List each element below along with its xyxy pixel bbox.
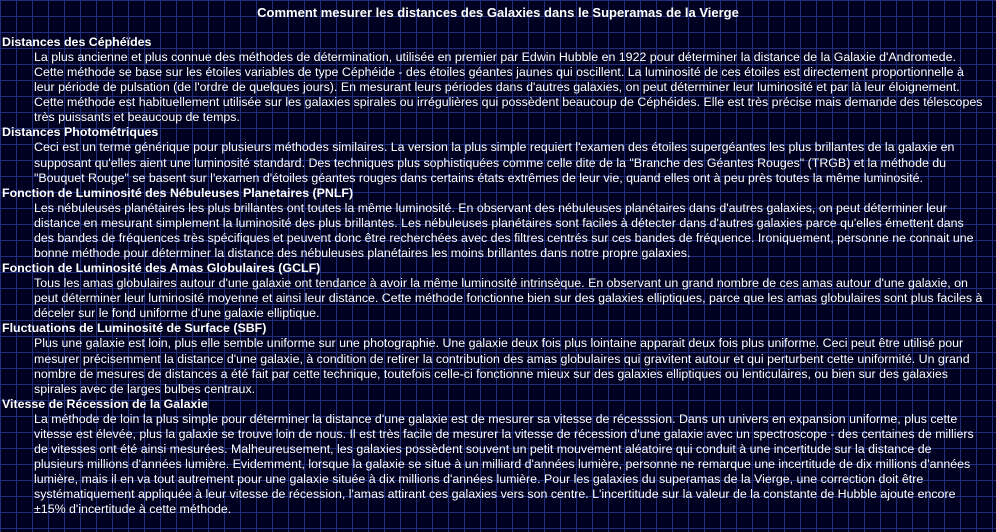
section-text: La méthode de loin la plus simple pour déterminer la distance d'une galaxie est de mesurer sa vitesse de récesssion. Dans un univers en expansion uniforme, plus cette vitesse est élevée, plus la galaxie se trouve loin de nous. Il est très facile de mesurer la vitesse de récession d'une galaxie avec un spectroscope - des centaines de milliers de vitesses ont été ainsi mesurées. Malheureusement, les galaxies possèdent souvent un petit mouvement aléatoire qui conduit à une incertitude sur la distance de plusieurs millions d'années lumière. Evidemment, lorsque la galaxie se situe à un milliard d'années lumière, personne ne remarque une incertitude de dix millions d'années lumière, mais il en va tout autrement pour une galaxie située à dix millions d'années lumière. Pour les galaxies du superamas de la Vierge, une correction doit être systématiquement appliquée à leur vitesse de récession, l'amas attirant ces galaxies vers son centre. L'incertitude sur la valeur de la constante de Hubble ajoute encore ±15% d'incertitude à cette méthode. — [34, 411, 974, 517]
section-heading: Distances Photométriques — [2, 125, 159, 140]
section-heading: Fluctuations de Luminosité de Surface (SBF) — [2, 321, 267, 336]
section-text: Ceci est un terme générique pour plusieurs méthodes similaires. La version la plus simple requiert l'examen des étoiles supergéantes les plus brillantes de la galaxie en supposant qu'elles aient une luminosité standard. Des techniques plus sophistiquées comme celle dite de la "Branche des Géantes Rouges" (TRGB) et la méthode du "Bouquet Rouge" se basent sur l'examen d'étoiles géantes rouges dans certains états extrêmes de leur vie, quand elles ont à peu près toutes la même luminosité. — [34, 140, 955, 185]
section-text: Tous les amas globulaires autour d'une galaxie ont tendance à avoir la même luminosité intrinsèque. En observant un grand nombre de ces amas autour d'une galaxie, on peut déterminer leur luminosité moyenne et ainsi leur distance. Cette méthode fonctionne bien sur des galaxies elliptiques, parce que les amas globulaires sont plus faciles à déceler sur le fond uniforme d'une galaxie elliptique. — [34, 276, 983, 321]
section-text: Plus une galaxie est loin, plus elle semble uniforme sur une photographie. Une galaxie deux fois plus lointaine apparait deux fois plus uniforme. Ceci peut être utilisé pour mesurer précisemment la distance d'une galaxie, à condition de retirer la contribution des amas globulaires qui gravitent autour et qui perturbent cette uniformité. Un grand nombre de mesures de distances a été fait par cette technique, toutefois celle-ci fonctionne mieux sur des galaxies elliptiques ou lenticulaires, ou bien sur des galaxies spirales avec de larges bulbes centraux. — [34, 336, 970, 396]
section-pnlf — [2, 186, 994, 261]
section-photometric — [2, 125, 994, 185]
section-heading: Distances des Céphéïdes — [2, 35, 152, 49]
section-text: Les nébuleuses planétaires les plus brillantes ont toutes la même luminosité. En observant des nébuleuses planétaires dans d'autres galaxies, on peut déterminer leur distance en mesurant simplement la luminosité des plus brillantes. Les nébuleuses planétaires sont faciles à détecter dans d'autres galaxies parce qu'elles émettent dans des bandes de fréquences très spécifiques et peuvent donc être recherchées avec des filtres centrés sur ces bandes de fréquence. Ironiquement, personne ne connait une bonne méthode pour déterminer la distance des nébuleuses planétaires les moins brillantes dans notre propre galaxies. — [34, 200, 974, 261]
page-title: Comment mesurer les distances des Galaxies dans le Superamas de la Vierge — [257, 5, 739, 20]
section-cepheids — [2, 35, 994, 125]
section-heading: Fonction de Luminosité des Nébuleuses Planetaires (PNLF) — [2, 185, 354, 200]
section-heading: Fonction de Luminosité des Amas Globulaires (GCLF) — [2, 261, 321, 276]
section-gclf — [2, 261, 994, 321]
section-text: La plus ancienne et plus connue des méthodes de détermination, utilisée en premier par Edwin Hubble en 1922 pour déterminer la distance de la Galaxie d'Andromede. Cette méthode se base sur les étoiles variables de type Céphéide - des étoiles géantes jaunes qui oscillent. La luminosité de ces étoiles est directement proportionnelle à leur période de pulsation (de l'ordre de quelques jours). En mesurant leurs périodes dans d'autres galaxies, on peut déterminer leur luminosité et par là leur éloignement. Cette méthode est habituellement utilisée sur les galaxies spirales ou irrégulières qui possèdent beaucoup de Céphéides. Elle est très précise mais demande des télescopes très puissants et beaucoup de temps. — [34, 50, 983, 125]
section-recession-velocity — [2, 397, 994, 518]
section-heading: Vitesse de Récession de la Galaxie — [2, 396, 208, 411]
section-sbf — [2, 321, 994, 396]
